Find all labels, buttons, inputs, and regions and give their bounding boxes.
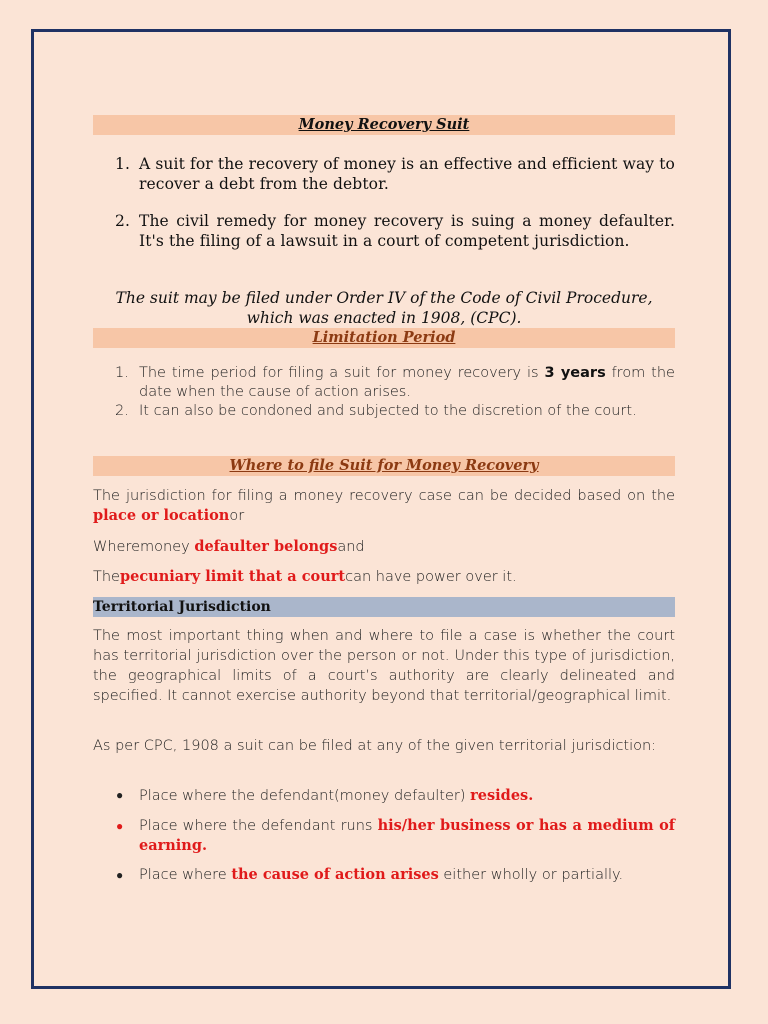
limitation-list xyxy=(93,364,675,421)
list-text: Place where the defendant runs xyxy=(139,818,378,834)
bullet-icon: ● xyxy=(116,868,124,882)
list-item xyxy=(93,211,675,251)
list-text: The time period for filing a suit for money recovery is xyxy=(139,365,545,381)
list-item xyxy=(93,786,675,806)
paragraph-text: can have power over it. xyxy=(345,569,517,585)
list-text: from the date when the cause of action arises. xyxy=(139,365,675,400)
list-item xyxy=(93,816,675,856)
pecuniary-paragraph xyxy=(93,567,675,587)
list-text: Place where the defendant(money defaulter) xyxy=(139,788,471,804)
list-item xyxy=(93,865,675,885)
list-item xyxy=(93,154,675,194)
cpc-paragraph: As per CPC, 1908 a suit can be filed at any of the given territorial jurisdiction: xyxy=(93,738,657,754)
cpc-note: The suit may be filed under Order IV of the Code of Civil Procedure, which was enacted in 1908, (CPC). xyxy=(115,289,653,327)
paragraph-text: The jurisdiction for filing a money recovery case can be decided based on the xyxy=(93,488,675,504)
heading-where-to-file: Where to file Suit for Money Recovery xyxy=(93,456,675,476)
bullet-icon: ● xyxy=(116,819,124,833)
emphasis-text: defaulter belongs xyxy=(194,538,338,555)
territorial-paragraph: The most important thing when and where to file a case is whether the court has territorial jurisdiction over the person or not. Under this type of jurisdiction, the geographical limits of a court’s authority are clearly delineated and specified. It cannot exercise authority beyond that territorial/geographical limit. xyxy=(93,628,675,704)
list-item xyxy=(93,402,675,421)
defaulter-paragraph xyxy=(93,537,675,557)
limitation-years: 3 years xyxy=(544,365,606,381)
emphasis-text: resides. xyxy=(470,787,534,804)
heading-territorial-jurisdiction: Territorial Jurisdiction xyxy=(93,597,675,617)
paragraph-text: or xyxy=(229,508,245,524)
jurisdiction-paragraph xyxy=(93,487,675,526)
list-item xyxy=(93,364,675,402)
list-text: It can also be condoned and subjected to the discretion of the court. xyxy=(139,403,637,419)
emphasis-text: the cause of action arises xyxy=(231,866,439,883)
list-text: A suit for the recovery of money is an effective and efficient way to recover a debt from the debtor. xyxy=(139,155,675,193)
list-number: 2. xyxy=(115,212,130,230)
paragraph-text: The xyxy=(93,569,120,585)
bullet-icon: ● xyxy=(116,788,124,802)
list-text: Place where xyxy=(139,867,232,883)
paragraph-text: Wheremoney xyxy=(93,539,195,555)
emphasis-text: place or location xyxy=(93,507,230,524)
heading-money-recovery-suit: Money Recovery Suit xyxy=(93,115,675,135)
list-number: 1. xyxy=(115,155,130,173)
list-number: 1. xyxy=(115,365,129,381)
list-text: The civil remedy for money recovery is suing a money defaulter. It's the filing of a lawsuit in a court of competent jurisdiction. xyxy=(139,212,675,250)
emphasis-text: his/her business or has a medium of earning. xyxy=(139,817,675,854)
paragraph-text: and xyxy=(337,539,365,555)
heading-limitation-period: Limitation Period xyxy=(93,328,675,348)
emphasis-text: pecuniary limit that a court xyxy=(119,568,346,585)
list-text: either wholly or partially. xyxy=(438,867,624,883)
list-number: 2. xyxy=(115,403,129,419)
recovery-list xyxy=(93,154,675,251)
